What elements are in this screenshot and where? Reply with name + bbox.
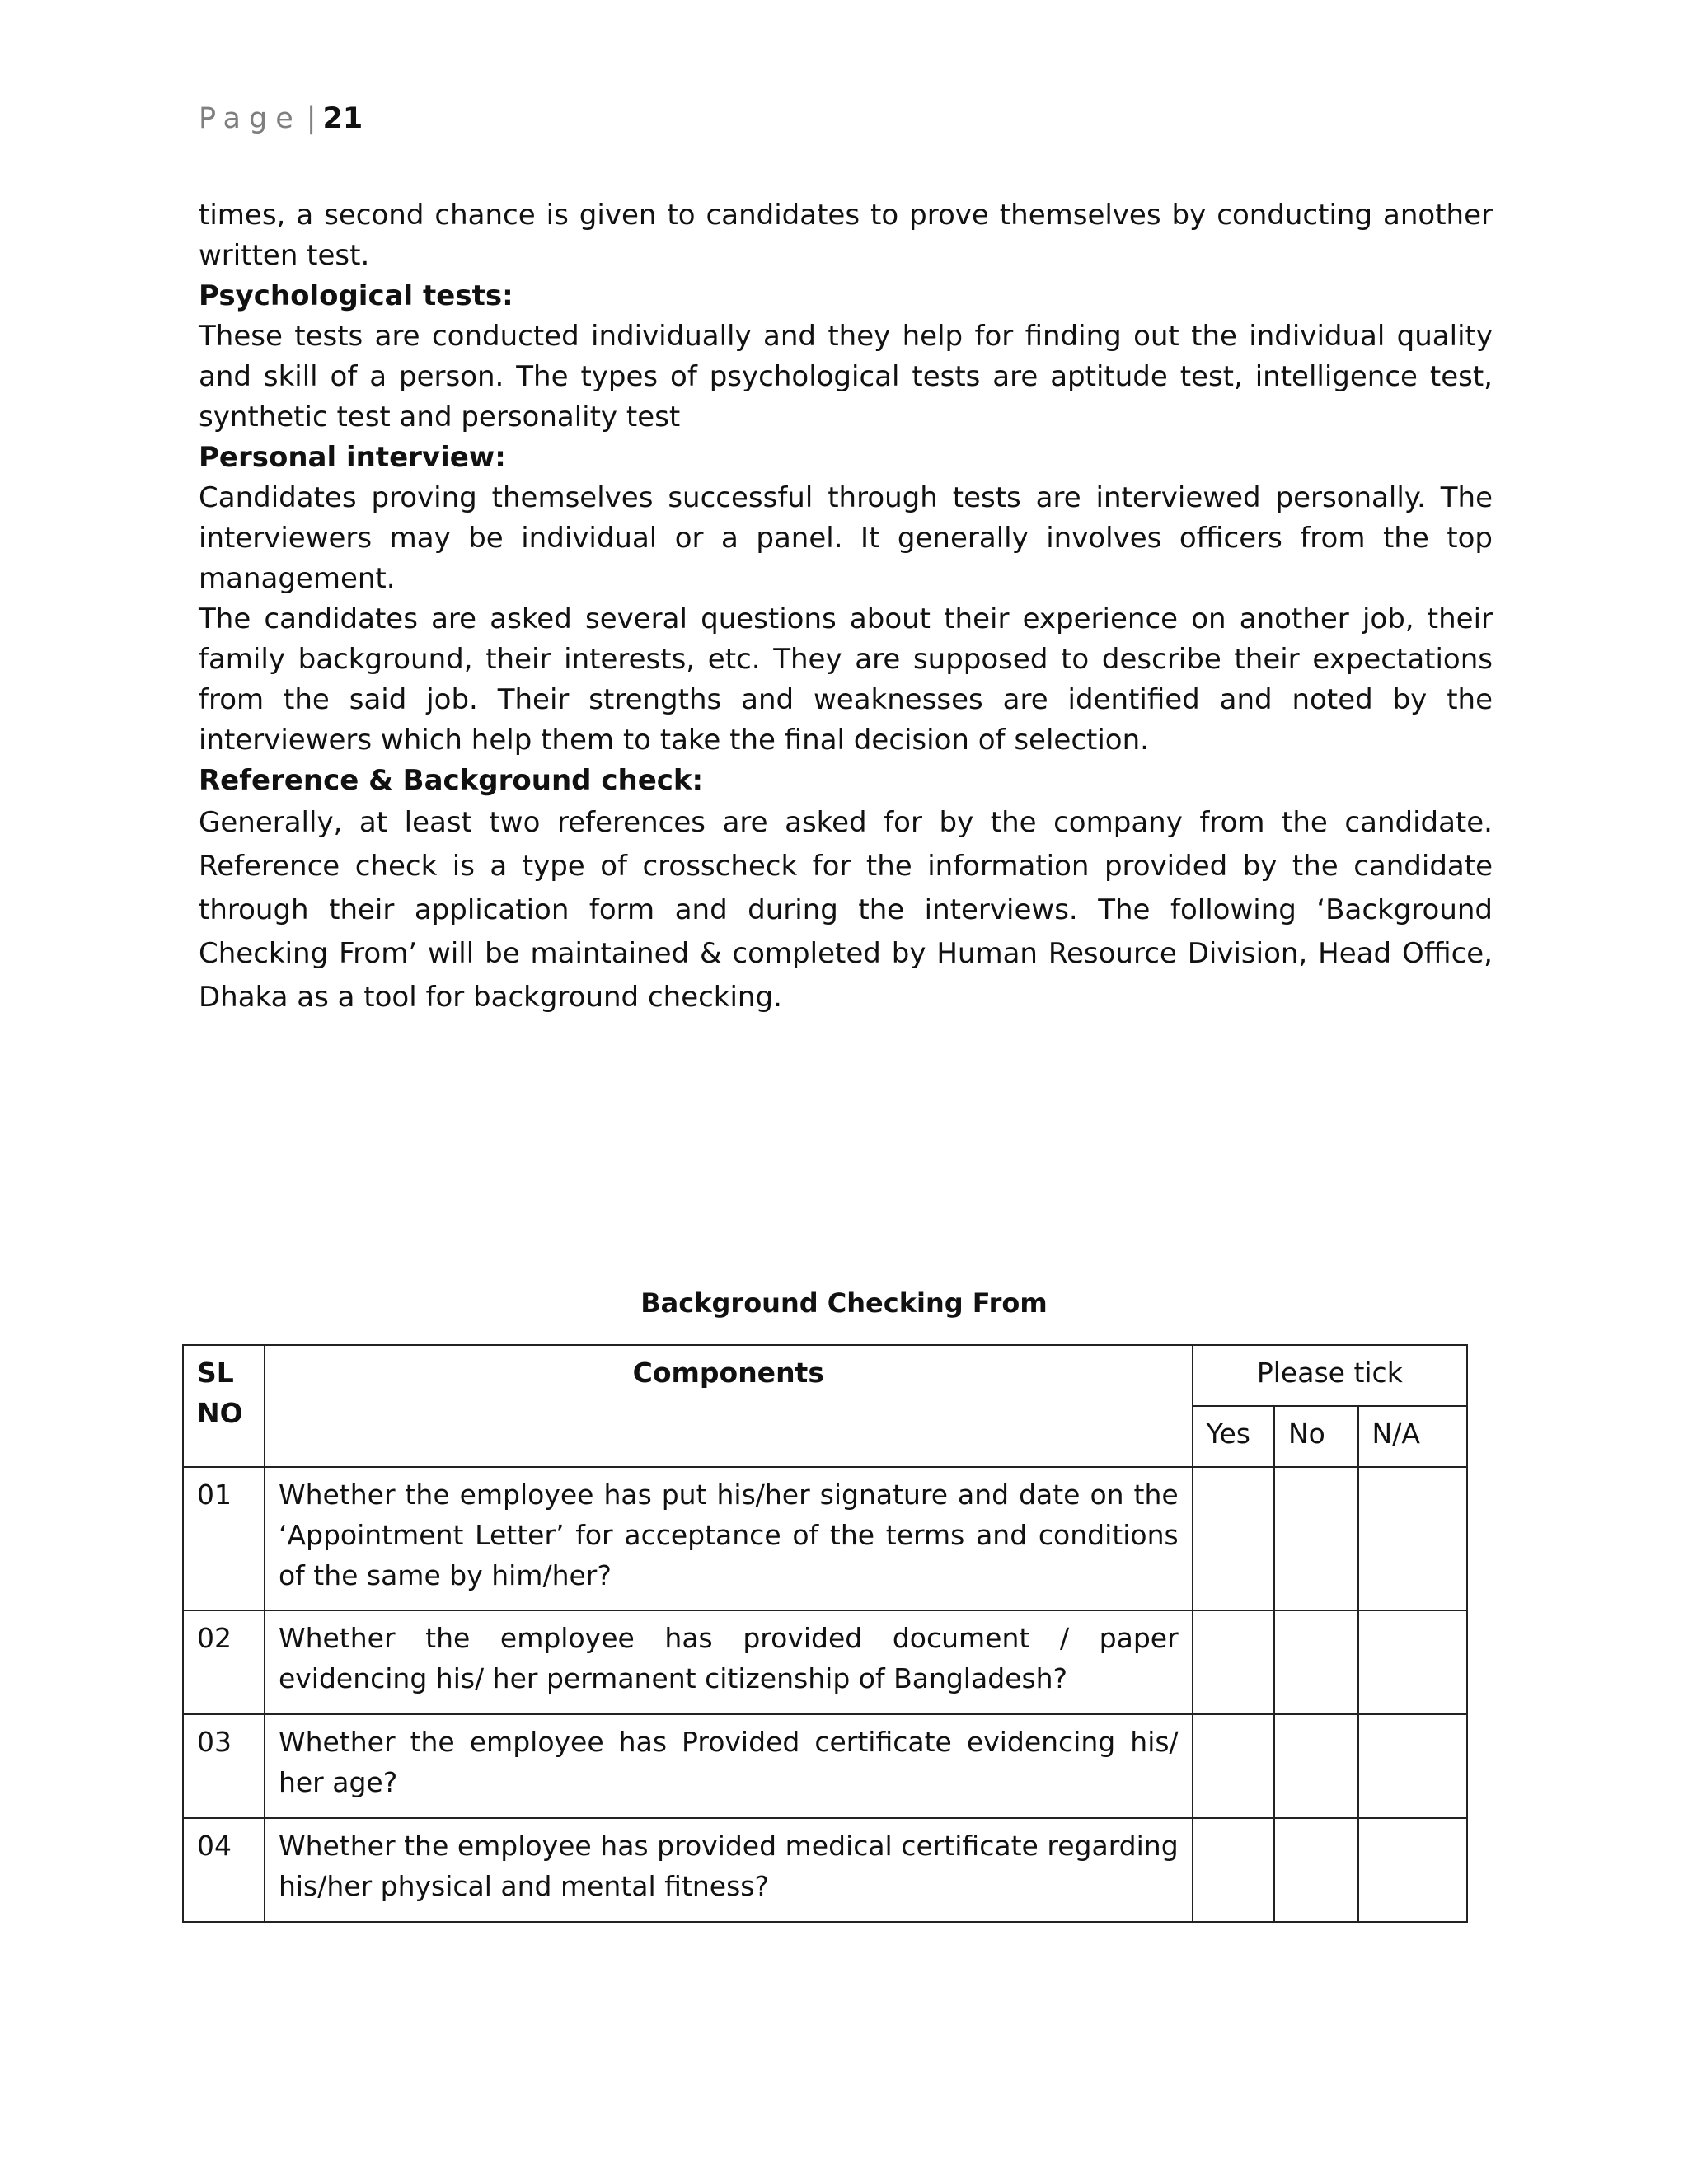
tick-cell-no[interactable] — [1274, 1818, 1358, 1922]
tick-cell-no[interactable] — [1274, 1714, 1358, 1818]
row-component-text: Whether the employee has provided medical certificate regarding his/her physical and mental fitness? — [265, 1818, 1193, 1922]
table-row — [183, 1714, 1467, 1818]
page-separator: | — [306, 102, 316, 135]
tick-cell-na[interactable] — [1358, 1714, 1467, 1818]
reference-check-paragraph: Generally, at least two references are asked for by the company from the candidate. Reference check is a type of crosscheck for the information provided by the candidate through their application form and during the interviews. The following ‘Background Checking From’ will be maintained & completed by Human Resource Division, Head Office, Dhaka as a tool for background checking. — [199, 806, 1493, 1014]
page-number: 21 — [322, 102, 363, 135]
psychological-tests-paragraph: These tests are conducted individually and they help for finding out the individual quality and skill of a person. The types of psychological tests are aptitude test, intelligence test, synthetic test and personality test — [199, 320, 1493, 434]
header-sl-no: SL NO — [183, 1345, 265, 1467]
row-component-text: Whether the employee has provided document / paper evidencing his/ her permanent citizenship of Bangladesh? — [265, 1610, 1193, 1714]
tick-cell-yes[interactable] — [1193, 1714, 1274, 1818]
tick-cell-na[interactable] — [1358, 1818, 1467, 1922]
personal-interview-paragraph-1: Candidates proving themselves successful through tests are interviewed personally. The interviewers may be individual or a panel. It generally involves officers from the top management. — [199, 481, 1493, 595]
row-sl-number: 02 — [183, 1610, 265, 1714]
page-label: Page — [199, 102, 302, 135]
tick-cell-yes[interactable] — [1193, 1818, 1274, 1922]
tick-cell-yes[interactable] — [1193, 1467, 1274, 1610]
personal-interview-paragraph-2: The candidates are asked several questions about their experience on another job, their family background, their interests, etc. They are supposed to describe their expectations from the said job. Their strengths and weaknesses are identified and noted by the interviewers which help them to take the final decision of selection. — [199, 602, 1493, 757]
header-na: N/A — [1358, 1406, 1467, 1467]
row-sl-number: 01 — [183, 1467, 265, 1610]
personal-interview-heading: Personal interview: — [199, 441, 506, 474]
header-components: Components — [265, 1345, 1193, 1467]
row-component-text: Whether the employee has Provided certificate evidencing his/ her age? — [265, 1714, 1193, 1818]
reference-check-heading: Reference & Background check: — [199, 764, 704, 797]
document-body — [199, 195, 1493, 1019]
page-header — [199, 99, 363, 138]
tick-cell-no[interactable] — [1274, 1467, 1358, 1610]
tick-cell-na[interactable] — [1358, 1467, 1467, 1610]
tick-cell-yes[interactable] — [1193, 1610, 1274, 1714]
tick-cell-na[interactable] — [1358, 1610, 1467, 1714]
row-sl-number: 04 — [183, 1818, 265, 1922]
table-row — [183, 1467, 1467, 1610]
table-row — [183, 1818, 1467, 1922]
row-component-text: Whether the employee has put his/her signature and date on the ‘Appointment Letter’ for acceptance of the terms and conditions of the same by him/her? — [265, 1467, 1193, 1610]
table-row — [183, 1610, 1467, 1714]
table-title: Background Checking From — [640, 1287, 1048, 1319]
header-yes: Yes — [1193, 1406, 1274, 1467]
psychological-tests-heading: Psychological tests: — [199, 279, 513, 312]
intro-paragraph: times, a second chance is given to candidates to prove themselves by conducting another written test. — [199, 199, 1493, 272]
header-no: No — [1274, 1406, 1358, 1467]
background-checking-table — [182, 1344, 1468, 1923]
row-sl-number: 03 — [183, 1714, 265, 1818]
tick-cell-no[interactable] — [1274, 1610, 1358, 1714]
header-please-tick: Please tick — [1193, 1345, 1467, 1406]
